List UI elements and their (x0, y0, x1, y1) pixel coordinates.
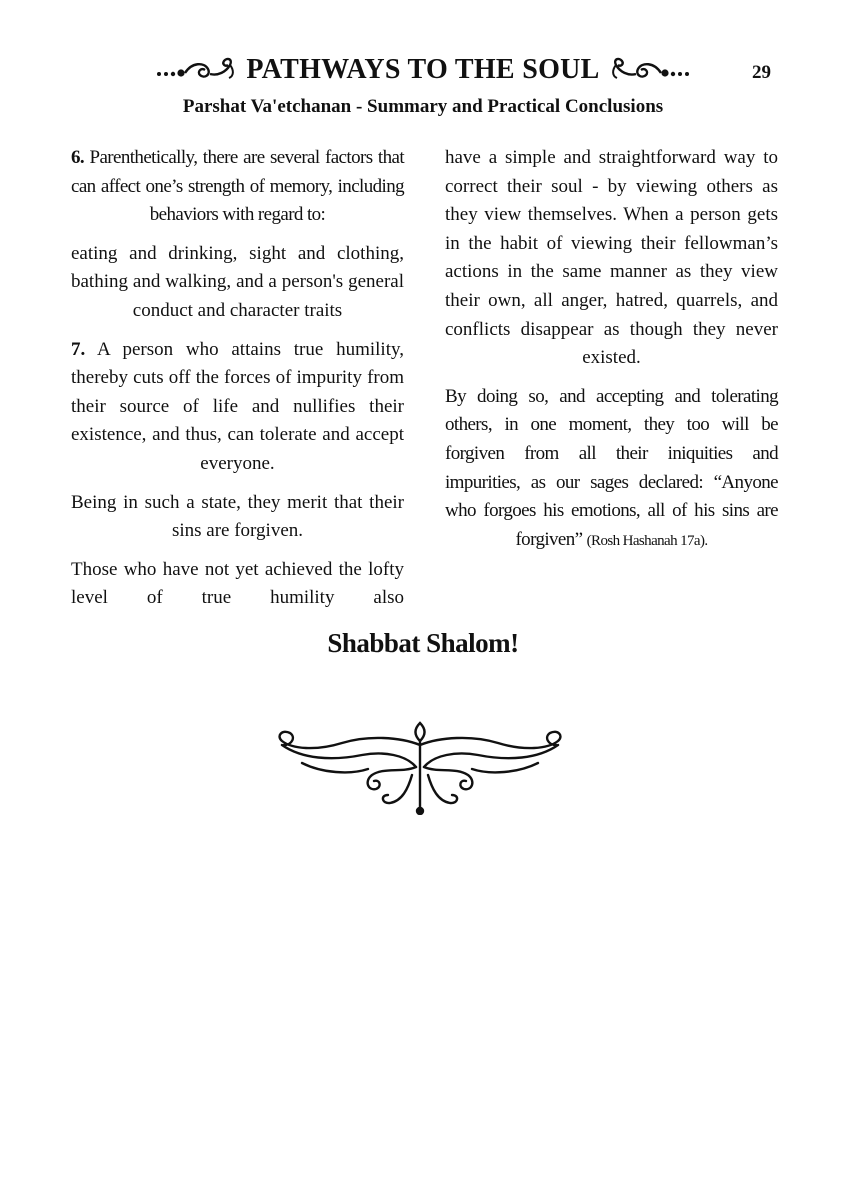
page-number: 29 (752, 62, 771, 83)
paragraph-7 (71, 336, 404, 479)
paragraph-behaviors: eating and drinking, sight and clothing, bathing and walking, and a person's general conduct and character traits (71, 242, 404, 321)
left-column (71, 144, 404, 613)
paragraph-text: Parenthetically, there are several factors that can affect one’s strength of memory, including behaviors with regard to: (71, 147, 404, 226)
paragraph-number: 6. (71, 147, 85, 168)
paragraph-tolerating (445, 383, 778, 556)
paragraph-number: 7. (71, 338, 86, 360)
paragraph-6 (71, 144, 404, 230)
paragraph-continued: Those who have not yet achieved the lofty level of true humility also (71, 558, 404, 609)
paragraph-forgiven: Being in such a state, they merit that their sins are forgiven. (71, 491, 404, 542)
paragraph-correct-soul: have a simple and straightforward way to correct their soul - by viewing others as they view themselves. When a person gets in the habit of viewing their fellowman’s actions in the same manner as they view their own, all anger, hatred, quarrels, and conflicts disappear as though they never existed. (445, 147, 778, 369)
paragraph-text: A person who attains true humility, thereby cuts off the forces of impurity from their source of life and nullifies their existence, and thus, can tolerate and accept everyone. (71, 338, 404, 474)
right-title-ornament-icon (606, 54, 692, 87)
paragraph-text: By doing so, and accepting and tolerating others, in one moment, they too will be forgiven from all their iniquities and impurities, as our sages declared: “Anyone who forgoes his emotions, all of his sins are forgiven” (445, 385, 778, 550)
right-column (445, 144, 778, 555)
citation: (Rosh Hashanah 17a). (586, 532, 708, 549)
title-banner (128, 50, 718, 90)
left-title-ornament-icon (154, 54, 240, 87)
flourish-ornament-icon (272, 715, 572, 820)
closing-greeting: Shabbat Shalom! (327, 628, 519, 658)
page-subtitle: Parshat Va'etchanan - Summary and Practical Conclusions (182, 96, 664, 117)
page-header (0, 50, 846, 90)
page-title: PATHWAYS TO THE SOUL (246, 54, 600, 85)
